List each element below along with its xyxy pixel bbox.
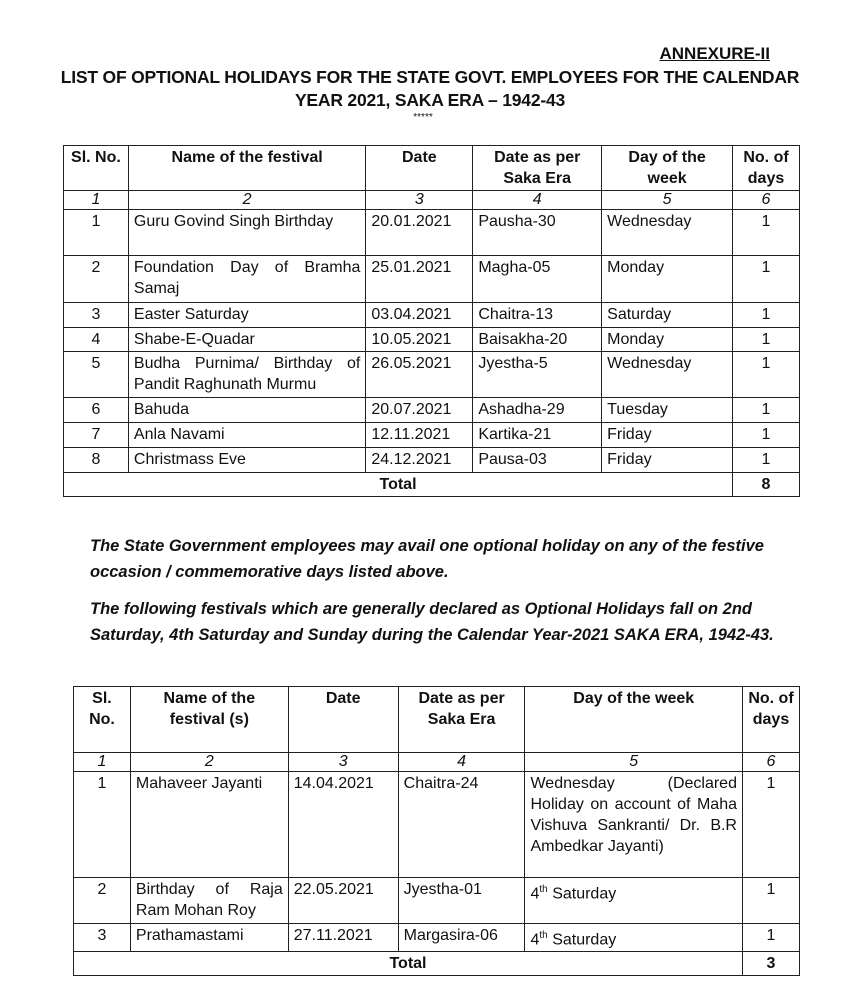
festival-name: Christmass Eve	[128, 448, 365, 473]
saka-date: Chaitra-13	[473, 303, 602, 328]
note-paragraph-2: The following festivals which are generally declared as Optional Holidays fall on 2nd Saturday, 4th Saturday and Sunday during the Calendar Year-2021 SAKA ERA, 1942-43.	[90, 600, 774, 644]
total-value: 8	[733, 473, 800, 497]
day-of-week: Monday	[602, 256, 733, 303]
number-of-days: 1	[733, 423, 800, 448]
festival-name: Shabe-E-Quadar	[128, 328, 365, 352]
optional-holidays-table	[63, 145, 800, 497]
saka-date: Jyestha-5	[473, 352, 602, 398]
day-text: Saturday	[552, 885, 617, 903]
number-of-days: 1	[742, 772, 799, 878]
saka-date: Chaitra-24	[398, 772, 525, 878]
column-number-row	[74, 753, 800, 772]
serial-number: 6	[64, 398, 129, 423]
date: 20.07.2021	[366, 398, 473, 423]
day-of-week: Tuesday	[602, 398, 733, 423]
date: 24.12.2021	[366, 448, 473, 473]
table-row	[74, 878, 800, 924]
table-header-row	[74, 687, 800, 753]
serial-number: 2	[64, 256, 129, 303]
table-row	[64, 328, 800, 352]
column-header: Day of the week	[525, 687, 743, 753]
table-row	[64, 448, 800, 473]
day-of-week: Friday	[602, 448, 733, 473]
saka-date: Magha-05	[473, 256, 602, 303]
separator-stars: *****	[413, 112, 433, 123]
saka-date: Kartika-21	[473, 423, 602, 448]
festival-name: Guru Govind Singh Birthday	[128, 210, 365, 256]
day-of-week: Wednesday	[602, 352, 733, 398]
date: 22.05.2021	[288, 878, 398, 924]
document-title: LIST OF OPTIONAL HOLIDAYS FOR THE STATE GOVT. EMPLOYEES FOR THE CALENDAR YEAR 2021, SAKA ERA – 1942-43	[60, 67, 800, 110]
saka-date: Baisakha-20	[473, 328, 602, 352]
total-row	[74, 952, 800, 976]
serial-number: 8	[64, 448, 129, 473]
festival-name: Bahuda	[128, 398, 365, 423]
serial-number: 1	[64, 210, 129, 256]
day-of-week: Wednesday (Declared Holiday on account of Maha Vishuva Sankranti/ Dr. B.R Ambedkar Jayanti)	[525, 772, 743, 878]
column-number: 4	[473, 191, 602, 210]
serial-number: 5	[64, 352, 129, 398]
date: 14.04.2021	[288, 772, 398, 878]
serial-number: 1	[74, 772, 131, 878]
column-header: Name of the festival (s)	[130, 687, 288, 753]
festival-name: Easter Saturday	[128, 303, 365, 328]
festival-name: Anla Navami	[128, 423, 365, 448]
table-row	[64, 352, 800, 398]
total-label: Total	[74, 952, 743, 976]
saka-date: Pausa-03	[473, 448, 602, 473]
annexure-label: ANNEXURE-II	[659, 44, 770, 63]
serial-number: 3	[74, 924, 131, 952]
column-number: 5	[602, 191, 733, 210]
festival-name: Prathamastami	[130, 924, 288, 952]
number-of-days: 1	[733, 256, 800, 303]
day-of-week: Monday	[602, 328, 733, 352]
day-of-week: Saturday	[602, 303, 733, 328]
festival-name: Mahaveer Jayanti	[130, 772, 288, 878]
number-of-days: 1	[742, 878, 799, 924]
total-label: Total	[64, 473, 733, 497]
day-of-week: Wednesday	[602, 210, 733, 256]
column-number: 3	[366, 191, 473, 210]
serial-number: 4	[64, 328, 129, 352]
saka-date: Jyestha-01	[398, 878, 525, 924]
serial-number: 7	[64, 423, 129, 448]
date: 26.05.2021	[366, 352, 473, 398]
total-row	[64, 473, 800, 497]
date: 12.11.2021	[366, 423, 473, 448]
saka-date: Ashadha-29	[473, 398, 602, 423]
festival-name: Birthday of Raja Ram Mohan Roy	[130, 878, 288, 924]
number-of-days: 1	[733, 398, 800, 423]
column-header: Date	[288, 687, 398, 753]
table-row	[64, 303, 800, 328]
number-of-days: 1	[733, 352, 800, 398]
saka-date: Pausha-30	[473, 210, 602, 256]
serial-number: 2	[74, 878, 131, 924]
table-header-row	[64, 146, 800, 191]
number-of-days: 1	[733, 328, 800, 352]
table-row	[74, 772, 800, 878]
column-number: 1	[74, 753, 131, 772]
column-header: Sl. No.	[64, 146, 129, 191]
table-row	[64, 398, 800, 423]
table-row	[64, 423, 800, 448]
table-row	[64, 256, 800, 303]
number-of-days: 1	[733, 303, 800, 328]
festival-name: Budha Purnima/ Birthday of Pandit Raghunath Murmu	[128, 352, 365, 398]
column-header: Date as per Saka Era	[473, 146, 602, 191]
column-number-row	[64, 191, 800, 210]
day-of-week: 4th Saturday	[525, 878, 743, 924]
column-number: 1	[64, 191, 129, 210]
column-header: Day of the week	[602, 146, 733, 191]
column-header: Date	[366, 146, 473, 191]
column-header: Sl. No.	[74, 687, 131, 753]
column-header: No. of days	[733, 146, 800, 191]
day-of-week: 4th Saturday	[525, 924, 743, 952]
date: 03.04.2021	[366, 303, 473, 328]
date: 10.05.2021	[366, 328, 473, 352]
date: 20.01.2021	[366, 210, 473, 256]
table-row	[74, 924, 800, 952]
number-of-days: 1	[742, 924, 799, 952]
column-number: 6	[742, 753, 799, 772]
number-of-days: 1	[733, 448, 800, 473]
festival-name: Foundation Day of Bramha Samaj	[128, 256, 365, 303]
date: 27.11.2021	[288, 924, 398, 952]
note-paragraph-1: The State Government employees may avail one optional holiday on any of the festive occasion / commemorative days listed above.	[90, 537, 764, 581]
column-header: Date as per Saka Era	[398, 687, 525, 753]
number-of-days: 1	[733, 210, 800, 256]
column-number: 3	[288, 753, 398, 772]
date: 25.01.2021	[366, 256, 473, 303]
day-text: Saturday	[552, 931, 617, 949]
column-number: 2	[130, 753, 288, 772]
total-value: 3	[742, 952, 799, 976]
column-number: 5	[525, 753, 743, 772]
column-number: 2	[128, 191, 365, 210]
saka-date: Margasira-06	[398, 924, 525, 952]
table-row	[64, 210, 800, 256]
column-header: Name of the festival	[128, 146, 365, 191]
column-header: No. of days	[742, 687, 799, 753]
serial-number: 3	[64, 303, 129, 328]
column-number: 6	[733, 191, 800, 210]
column-number: 4	[398, 753, 525, 772]
day-of-week: Friday	[602, 423, 733, 448]
weekend-holidays-table	[73, 686, 800, 976]
